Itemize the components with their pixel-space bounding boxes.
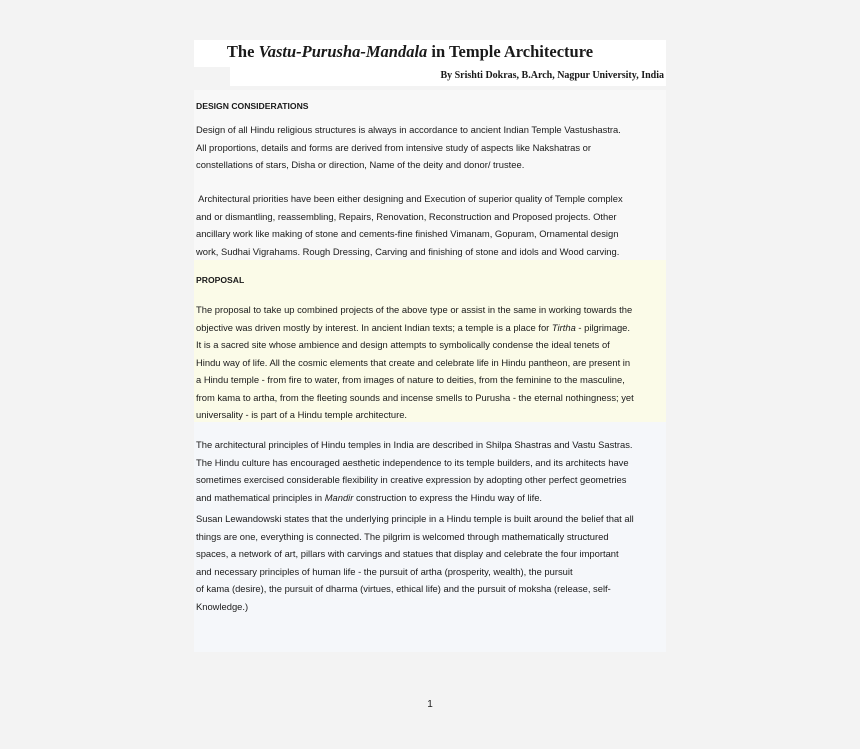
text-run: construction to express the Hindu way of life. [353, 491, 543, 503]
text-run: and mathematical principles in [196, 491, 325, 503]
italic-term: Tirtha [551, 321, 576, 333]
text-line: Hindu way of life. All the cosmic elements that create and celebrate life in Hindu pantheon, are present in [196, 356, 631, 368]
title-suffix: in Temple Architecture [427, 42, 594, 61]
text-line: work, Sudhai Vigrahams. Rough Dressing, Carving and finishing of stone and idols and Wood carving. [196, 245, 620, 257]
title-italic: Vastu-Purusha-Mandala [258, 42, 428, 61]
text-line: ancillary work like making of stone and cements-fine finished Vimanam, Gopuram, Ornamental design [196, 228, 619, 239]
text-line: constellations of stars, Disha or direction, Name of the deity and donor/ trustee. [196, 159, 525, 170]
paragraph-proposal-3 [196, 510, 666, 615]
text-line: All proportions, details and forms are derived from intensive study of aspects like Nakshatras or [196, 141, 591, 153]
text-line: and necessary principles of human life - the pursuit of artha (prosperity, wealth), the pursuit [196, 565, 573, 577]
text-line: spaces, a network of art, pillars with carvings and statues that display and celebrate the four important [196, 548, 619, 559]
text-line: a Hindu temple - from fire to water, from images of nature to deities, from the feminine to the masculine, [196, 374, 625, 385]
page-number: 1 [427, 699, 433, 710]
paragraph-proposal-2 [196, 436, 666, 506]
text-line: of kama (desire), the pursuit of dharma (virtues, ethical life) and the pursuit of moksha (release, self- [196, 583, 611, 594]
text-line: Susan Lewandowski states that the underlying principle in a Hindu temple is built around the belief that all [196, 513, 634, 524]
text-line [196, 489, 666, 507]
title-prefix: The [226, 42, 259, 61]
text-run: objective was driven mostly by interest. In ancient Indian texts; a temple is a place for [196, 321, 552, 333]
text-line: The proposal to take up combined projects of the above type or assist in the same in working towards the [196, 304, 633, 315]
text-line: Design of all Hindu religious structures is always in accordance to ancient Indian Temple Vastushastra. [196, 124, 621, 135]
paragraph-proposal-1 [196, 301, 666, 424]
section-heading-design: DESIGN CONSIDERATIONS [196, 101, 309, 111]
byline-band [230, 67, 666, 86]
text-line: The architectural principles of Hindu temples in India are described in Shilpa Shastras and Vastu Sastras. [196, 439, 633, 450]
text-line: Knowledge.) [196, 600, 249, 612]
text-line [196, 319, 666, 337]
text-line: things are one, everything is connected. The pilgrim is welcomed through mathematically structured [196, 530, 609, 542]
text-line: The Hindu culture has encouraged aesthetic independence to its temple builders, and its architects have [196, 456, 629, 468]
text-line: Architectural priorities have been either designing and Execution of superior quality of Temple complex [196, 193, 623, 204]
document-title [194, 41, 626, 62]
text-run: - pilgrimage. [575, 321, 630, 333]
italic-term: Mandir [324, 491, 354, 503]
paragraph-design-1 [196, 121, 666, 174]
text-line: sometimes exercised considerable flexibility in creative expression by adopting other perfect geometries [196, 474, 627, 485]
text-line: It is a sacred site whose ambience and design attempts to symbolically condense the ideal tenets of [196, 339, 610, 350]
document-page [194, 40, 666, 652]
text-line: and or dismantling, reassembling, Repairs, Renovation, Reconstruction and Proposed projects. Other [196, 210, 617, 222]
text-line: from kama to artha, from the fleeting sounds and incense smells to Purusha - the eternal nothingness; yet [196, 391, 634, 403]
paragraph-design-2 [196, 190, 666, 260]
author-byline: By Srishti Dokras, B.Arch, Nagpur University, India [440, 70, 664, 81]
text-line: universality - is part of a Hindu temple architecture. [196, 409, 408, 420]
title-band [194, 40, 666, 67]
section-heading-proposal: PROPOSAL [196, 275, 245, 285]
